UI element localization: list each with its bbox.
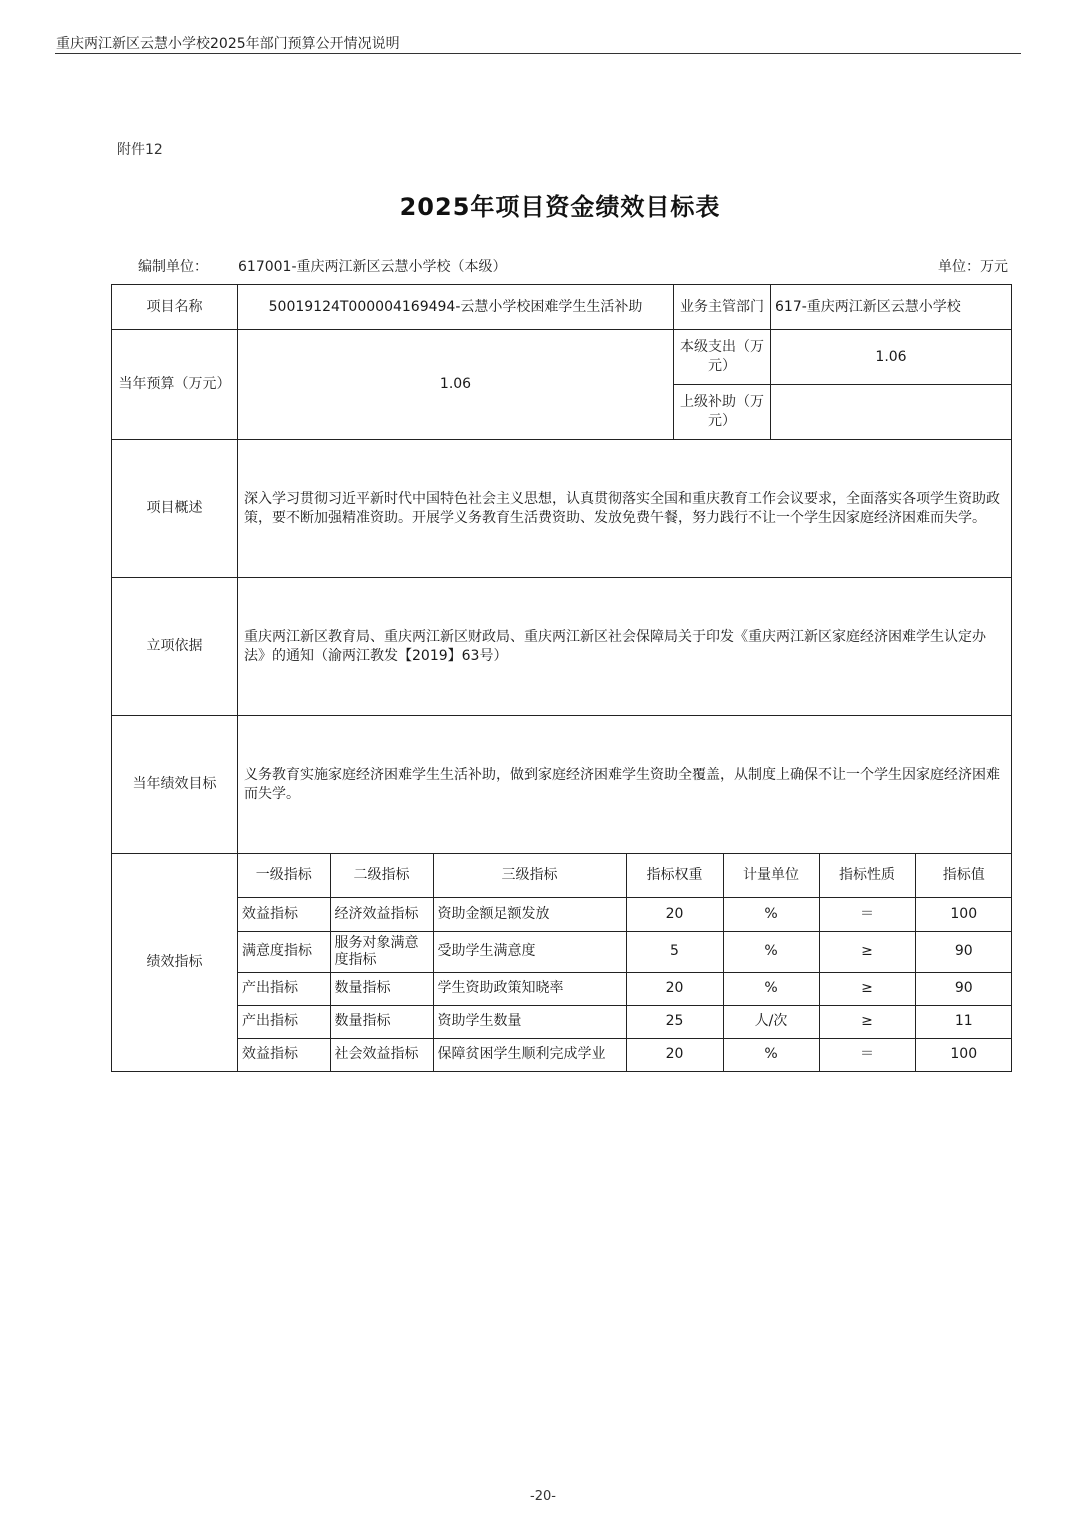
project-name-label: 项目名称 [112, 285, 238, 330]
indicators-label: 绩效指标 [112, 854, 238, 1072]
basis-label: 立项依据 [112, 578, 238, 716]
upper-subsidy-label: 上级补助（万元） [674, 385, 771, 440]
cell-weight: 25 [626, 1005, 723, 1038]
cell-value: 11 [915, 1005, 1012, 1038]
own-expense-value: 1.06 [771, 330, 1012, 385]
cell-value: 100 [915, 1038, 1012, 1071]
indicators-table [238, 854, 1012, 1071]
cell-level2: 数量指标 [330, 972, 433, 1005]
performance-table [111, 284, 1012, 1072]
cell-level3: 资助金额足额发放 [433, 897, 626, 931]
header-level2: 二级指标 [330, 854, 433, 897]
header-level1: 一级指标 [238, 854, 330, 897]
header-value: 指标值 [915, 854, 1012, 897]
cell-weight: 20 [626, 897, 723, 931]
cell-level1: 满意度指标 [238, 931, 330, 972]
overview-label: 项目概述 [112, 440, 238, 578]
cell-weight: 20 [626, 972, 723, 1005]
header-level3: 三级指标 [433, 854, 626, 897]
upper-subsidy-value [771, 385, 1012, 440]
cell-nature: ≥ [819, 1005, 915, 1038]
own-expense-label: 本级支出（万元） [674, 330, 771, 385]
cell-unit: 人/次 [723, 1005, 819, 1038]
cell-nature: ≥ [819, 931, 915, 972]
cell-value: 100 [915, 897, 1012, 931]
table-row [238, 1005, 1012, 1038]
cell-value: 90 [915, 972, 1012, 1005]
cell-level3: 保障贫困学生顺利完成学业 [433, 1038, 626, 1071]
cell-unit: % [723, 931, 819, 972]
overview-value: 深入学习贯彻习近平新时代中国特色社会主义思想，认真贯彻落实全国和重庆教育工作会议要求，全面落实各项学生资助政策，要不断加强精准资助。开展学义务教育生活费资助、发放免费午餐，努力践行不让一个学生因家庭经济困难而失学。 [238, 440, 1012, 578]
cell-weight: 5 [626, 931, 723, 972]
cell-level3: 学生资助政策知晓率 [433, 972, 626, 1005]
cell-level2: 服务对象满意度指标 [330, 931, 433, 972]
page-title: 2025年项目资金绩效目标表 [399, 193, 721, 221]
cell-level1: 产出指标 [238, 1005, 330, 1038]
page-header-title: 重庆两江新区云慧小学校2025年部门预算公开情况说明 [56, 36, 400, 52]
cell-level2: 数量指标 [330, 1005, 433, 1038]
cell-unit: % [723, 972, 819, 1005]
cell-nature: ≥ [819, 972, 915, 1005]
cell-level1: 产出指标 [238, 972, 330, 1005]
indicators-header-row [238, 854, 1012, 897]
cell-nature: ＝ [819, 897, 915, 931]
cell-level1: 效益指标 [238, 897, 330, 931]
table-row [238, 931, 1012, 972]
compiler-info [138, 256, 507, 276]
cell-level3: 资助学生数量 [433, 1005, 626, 1038]
page-number: -20- [530, 1489, 556, 1504]
cell-level1: 效益指标 [238, 1038, 330, 1071]
budget-label: 当年预算（万元） [112, 330, 238, 440]
compiler-label: 编制单位： [138, 259, 208, 275]
table-row [238, 972, 1012, 1005]
cell-unit: % [723, 897, 819, 931]
header-weight: 指标权重 [626, 854, 723, 897]
cell-level2: 社会效益指标 [330, 1038, 433, 1071]
dept-label: 业务主管部门 [674, 285, 771, 330]
cell-unit: % [723, 1038, 819, 1071]
attachment-label: 附件12 [117, 142, 163, 158]
goal-value: 义务教育实施家庭经济困难学生生活补助，做到家庭经济困难学生资助全覆盖，从制度上确保不让一个学生因家庭经济困难而失学。 [238, 716, 1012, 854]
cell-level3: 受助学生满意度 [433, 931, 626, 972]
header-divider [55, 53, 1021, 54]
header-unit: 计量单位 [723, 854, 819, 897]
cell-nature: ＝ [819, 1038, 915, 1071]
table-row [238, 1038, 1012, 1071]
table-row [238, 897, 1012, 931]
project-name-value: 50019124T000004169494-云慧小学校困难学生生活补助 [238, 285, 674, 330]
indicators-cell [238, 854, 1012, 1072]
cell-value: 90 [915, 931, 1012, 972]
goal-label: 当年绩效目标 [112, 716, 238, 854]
basis-value: 重庆两江新区教育局、重庆两江新区财政局、重庆两江新区社会保障局关于印发《重庆两江新区家庭经济困难学生认定办法》的通知（渝两江教发【2019】63号） [238, 578, 1012, 716]
header-nature: 指标性质 [819, 854, 915, 897]
dept-value: 617-重庆两江新区云慧小学校 [771, 285, 1012, 330]
unit-label: 单位：万元 [938, 259, 1008, 275]
cell-weight: 20 [626, 1038, 723, 1071]
cell-level2: 经济效益指标 [330, 897, 433, 931]
compiler-value: 617001-重庆两江新区云慧小学校（本级） [238, 259, 507, 275]
budget-value: 1.06 [238, 330, 674, 440]
